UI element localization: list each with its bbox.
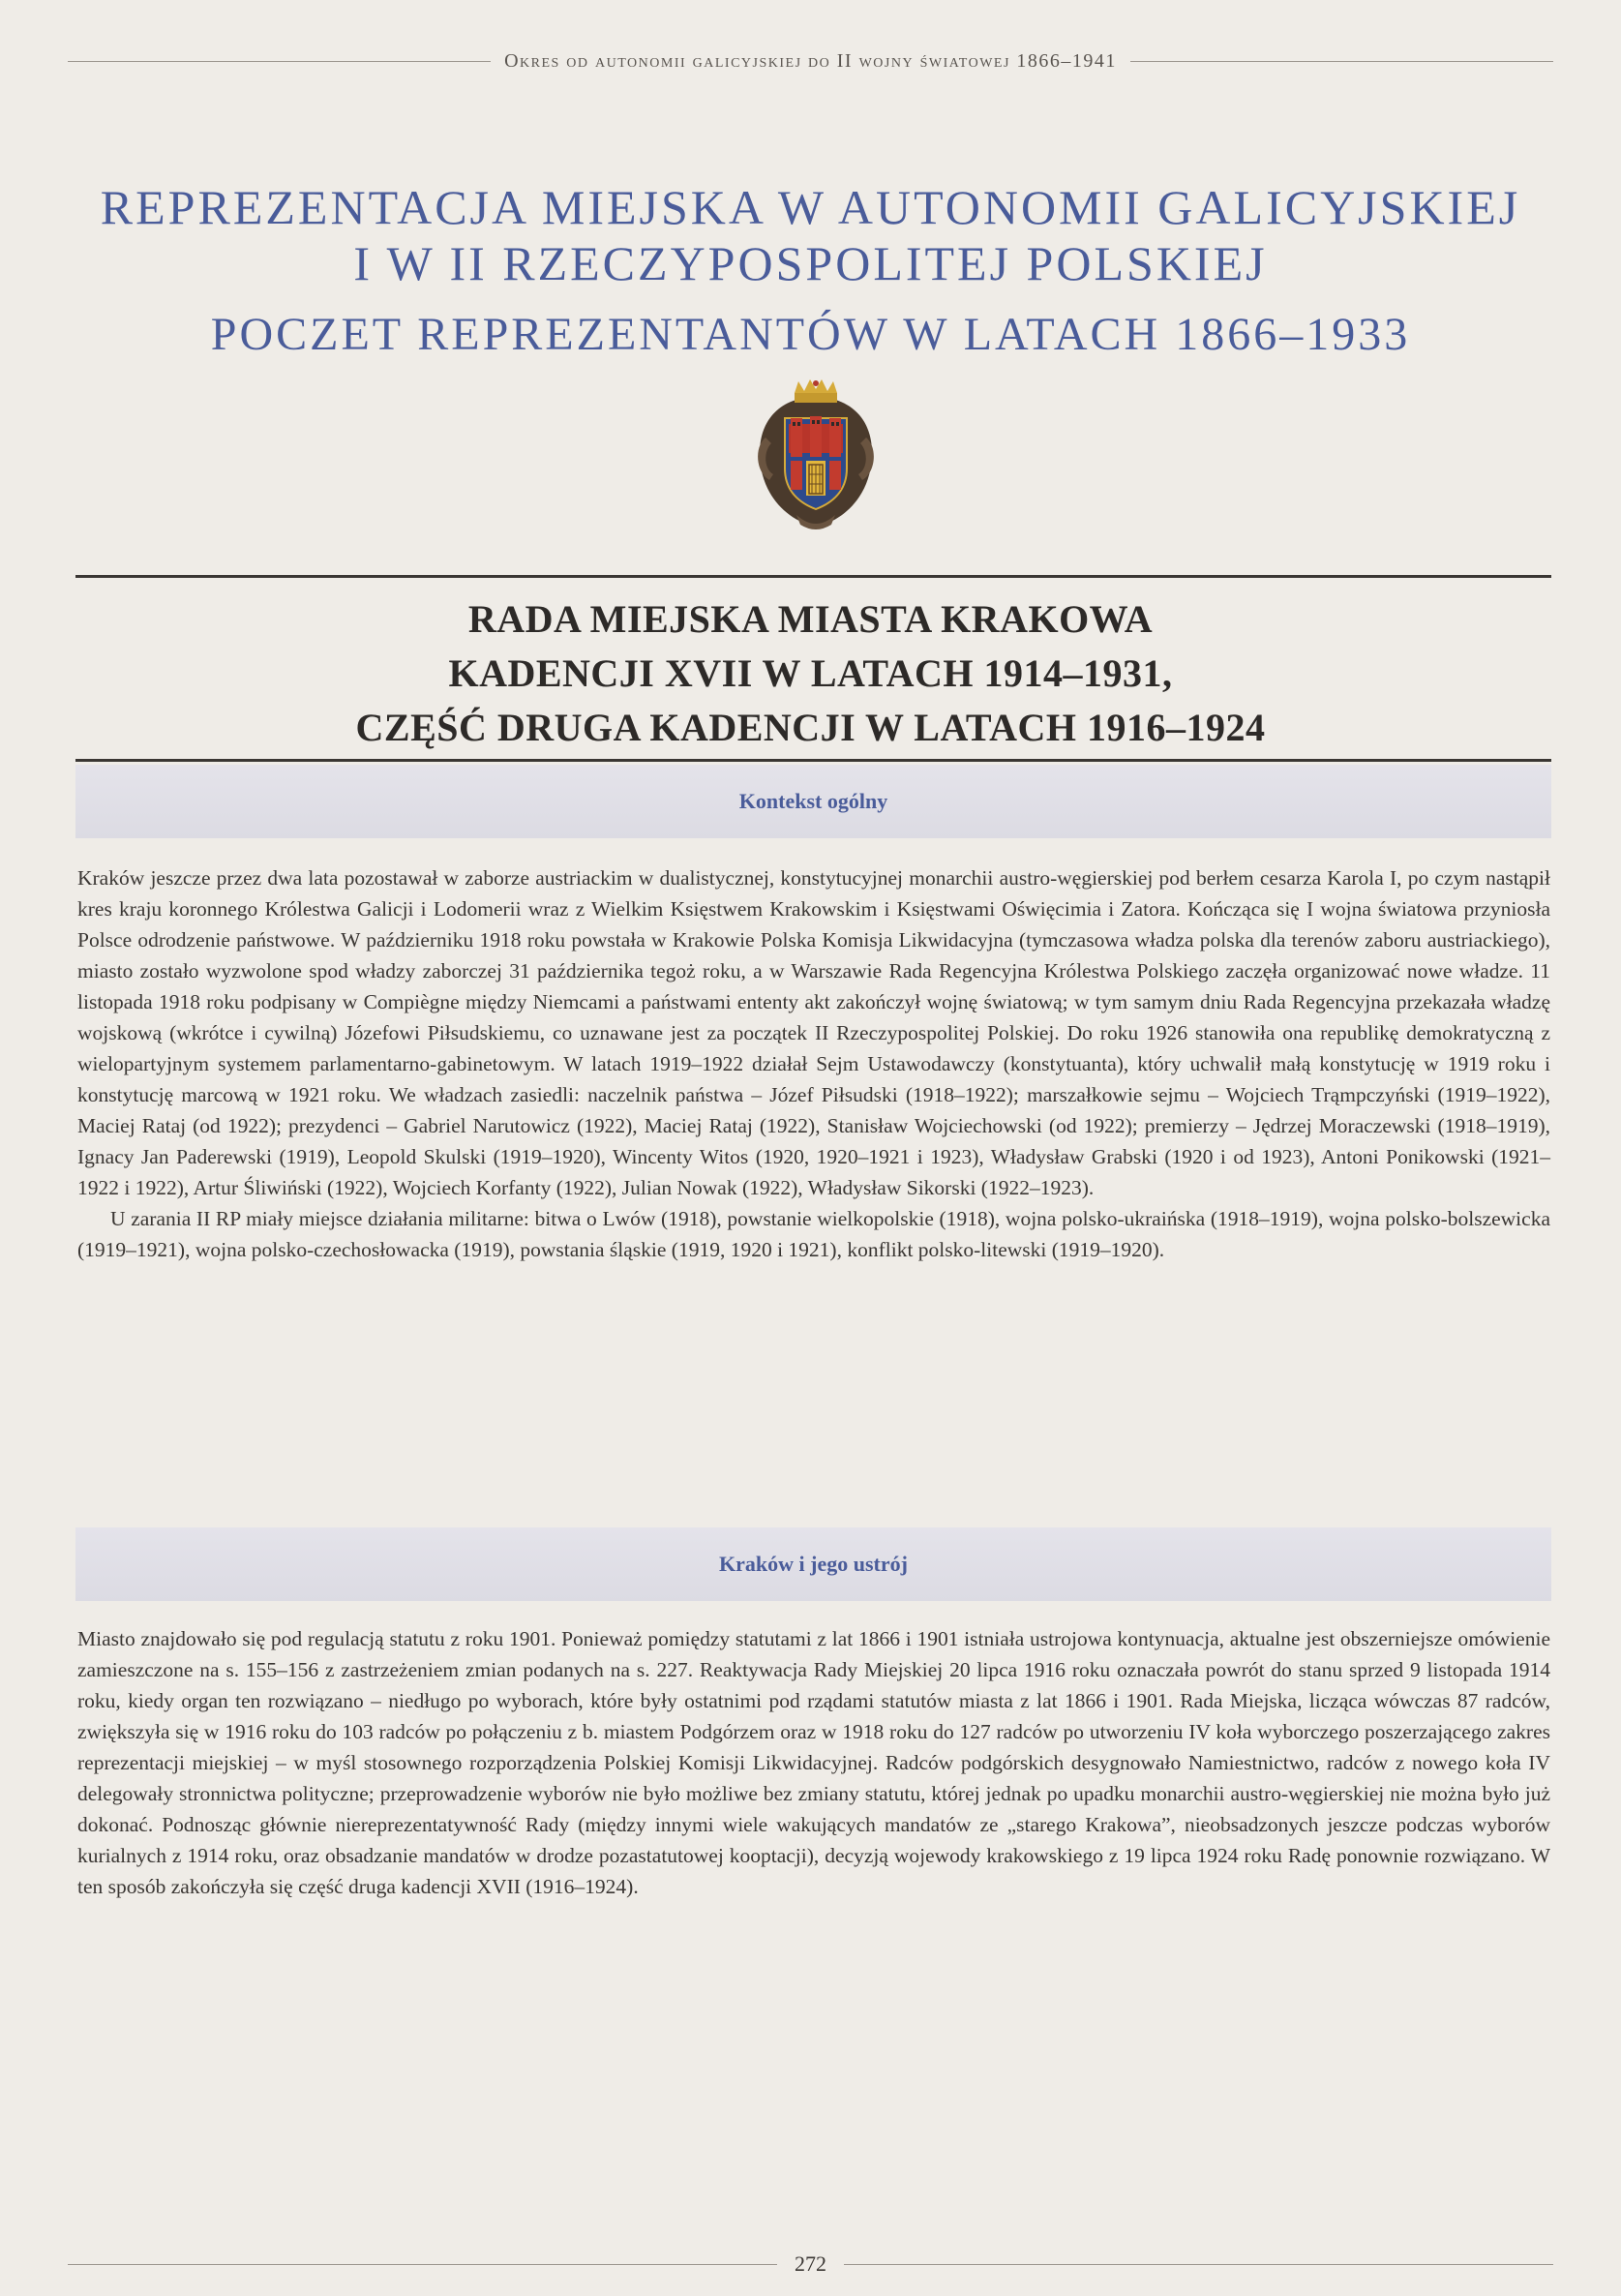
title-rule-top <box>75 575 1551 578</box>
running-head <box>68 50 1553 73</box>
running-head-text: Okres od autonomii galicyjskiej do II wojny światowej 1866–1941 <box>504 50 1117 72</box>
series-title-line1: REPREZENTACJA MIEJSKA W AUTONOMII GALICYJSKIEJ <box>100 180 1521 234</box>
series-title <box>97 179 1524 291</box>
krakow-coat-of-arms-icon <box>748 379 884 534</box>
title-rule-bottom <box>75 759 1551 762</box>
paragraph: Miasto znajdowało się pod regulacją statutu z roku 1901. Ponieważ pomiędzy statutami z lat 1866 i 1901 istniała ustrojowa kontynuacja, aktualne jest obszerniejsze omówienie zamieszczone na s. 155–156 z zastrzeżeniem zmian podanych na s. 227. Reaktywacja Rady Miejskiej 20 lipca 1916 roku oznaczała powrót do stanu sprzed 9 listopada 1914 roku, kiedy organ ten rozwiązano – niedługo po wyborach, które były ostatnimi pod rządami statutów miasta z lat 1866 i 1901. Rada Miejska, licząca wówczas 87 radców, zwiększyła się w 1916 roku do 103 radców po połączeniu z b. miastem Podgórzem oraz w 1918 roku do 127 radców po utworzeniu IV koła wyborczego poszerzającego zakres reprezentacji miejskiej – w myśl stosownego rozporządzenia Polskiej Komisji Likwidacyjnej. Radców podgórskich desygnowało Namiestnictwo, radców z nowego koła IV delegowały stronnictwa polityczne; przeprowadzenie wyborów nie było możliwe bez zmiany statutu, której jednak po upadku monarchii austro-węgierskiej nie można było już dokonać. Podnosząc głównie niereprezentatywność Rady (między innymi wiele wakujących mandatów ze „starego Krakowa”, nieobsadzonych jeszcze podczas wyborów kurialnych z 1914 roku, oraz obsadzanie mandatów w drodze pozastatutowej kooptacji), decyzją wojewody krakowskiego z 19 lipca 1924 roku Radę ponownie rozwiązano. W ten sposób zakończyła się część druga kadencji XVII (1916–1924). <box>77 1627 1550 1898</box>
chapter-title-line2: KADENCJI XVII W LATACH 1914–1931, <box>448 651 1173 695</box>
chapter-title-line1: RADA MIEJSKA MIASTA KRAKOWA <box>467 597 1154 641</box>
section-heading-band <box>75 1527 1551 1601</box>
page-footer <box>68 2251 1553 2277</box>
footer-rule-left <box>68 2264 777 2265</box>
section-heading-ustroj: Kraków i jego ustrój <box>719 1552 908 1576</box>
footer-rule-right <box>844 2264 1553 2265</box>
chapter-title <box>97 592 1524 755</box>
running-head-rule-right <box>1130 61 1553 62</box>
chapter-title-line3: CZĘŚĆ DRUGA KADENCJI W LATACH 1916–1924 <box>355 706 1266 749</box>
paragraph: Kraków jeszcze przez dwa lata pozostawał w zaborze austriackim w dualistycznej, konstytucyjnej monarchii austro-węgierskiej pod berłem cesarza Karola I, po czym nastąpił kres kraju koronnego Królestwa Galicji i Lodomerii wraz z Wielkim Księstwem Krakowskim i Księstwami Oświęcimia i Zatora. Kończąca się I wojna światowa przyniosła Polsce odrodzenie państwowe. W październiku 1918 roku powstała w Krakowie Polska Komisja Likwidacyjna (tymczasowa władza polska dla terenów zaboru austriackiego), miasto zostało wyzwolone spod władzy zaborczej 31 października tegoż roku, a w Warszawie Rada Regencyjna Królestwa Polskiego zaczęła organizować nowe władze. 11 listopada 1918 roku podpisany w Compiègne między Niemcami a państwami ententy akt zakończył wojnę światową; w tym samym dniu Rada Regencyjna przekazała władzę wojskową (wkrótce i cywilną) Józefowi Piłsudskiemu, co uznawane jest za początek II Rzeczypospolitej Polskiej. Do roku 1926 stanowiła ona republikę demokratyczną z wielopartyjnym systemem parlamentarno-gabinetowym. W latach 1919–1922 działał Sejm Ustawodawczy (konstytuanta), który uchwalił małą konstytucję w 1919 roku i konstytucję marcową w 1921 roku. We władzach zasiedli: naczelnik państwa – Józef Piłsudski (1918–1922); marszałkowie sejmu – Wojciech Trąmpczyński (1919–1922), Maciej Rataj (od 1922); prezydenci – Gabriel Narutowicz (1922), Maciej Rataj (1922), Stanisław Wojciechowski (od 1922); premierzy – Jędrzej Moraczewski (1918–1919), Ignacy Jan Paderewski (1919), Leopold Skulski (1919–1920), Wincenty Witos (1920, 1920–1921 i 1923), Władysław Grabski (1920 i od 1923), Antoni Ponikowski (1921–1922 i 1922), Artur Śliwiński (1922), Wojciech Korfanty (1922), Julian Nowak (1922), Władysław Sikorski (1922–1923). <box>77 866 1550 1199</box>
section-heading-kontekst: Kontekst ogólny <box>738 789 888 813</box>
paragraph: U zarania II RP miały miejsce działania militarne: bitwa o Lwów (1918), powstanie wielkopolskie (1918), wojna polsko-ukraińska (1918–1919), wojna polsko-bolszewicka (1919–1921), wojna polsko-czechosłowacka (1919), powstania śląskie (1919, 1920 i 1921), konflikt polsko-litewski (1919–1920). <box>77 1207 1550 1261</box>
running-head-rule-left <box>68 61 491 62</box>
section-heading-band <box>75 765 1551 838</box>
series-title-line2: I W II RZECZYPOSPOLITEJ POLSKIEJ <box>353 236 1268 290</box>
section-body-ustroj <box>77 1623 1550 1902</box>
series-subtitle: POCZET REPREZENTANTÓW W LATACH 1866–1933 <box>210 309 1411 360</box>
section-body-kontekst <box>77 862 1550 1265</box>
page-number: 272 <box>795 2251 826 2276</box>
